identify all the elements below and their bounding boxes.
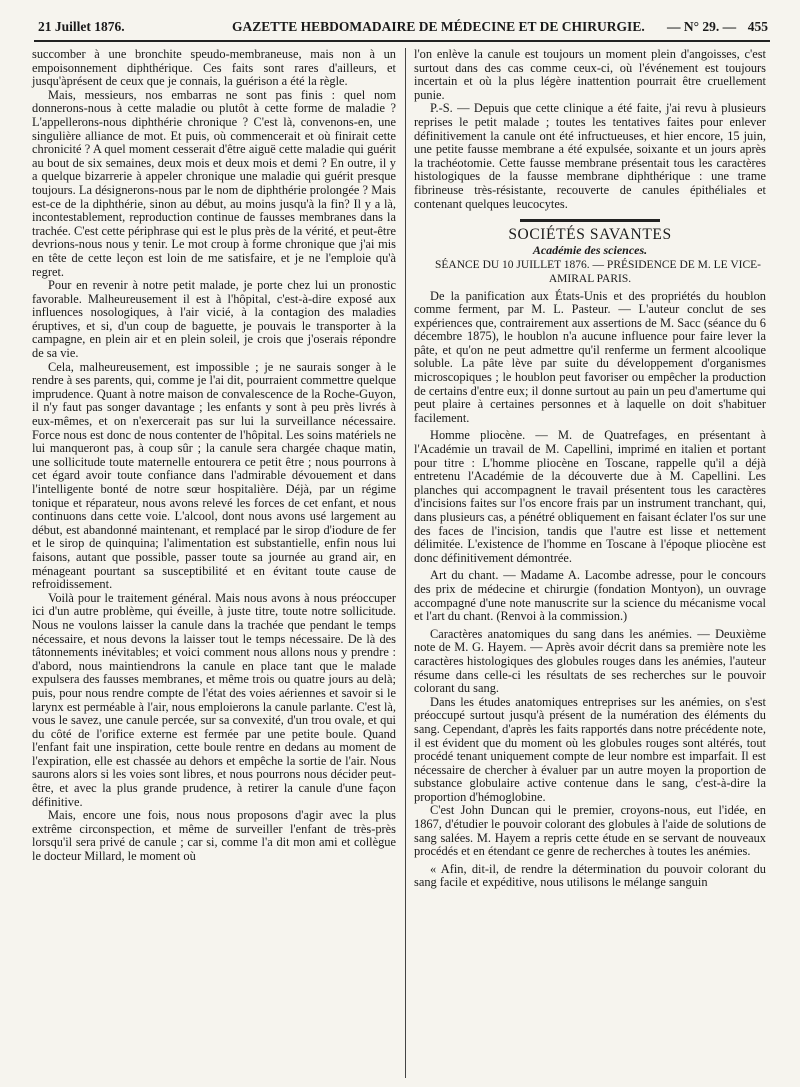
postscript-paragraph: P.-S. — Depuis que cette clinique a été faite, j'ai revu à plusieurs reprises le petit malade ; toutes les tentatives faites pour enlever définitivement la canule ont été infructueuses, et hier encore, 15 juin, une petite fausse membrane a été expulsée, soixante et un jours après la trachéotomie. Cette fausse membrane présentait tous les caractères histologiques de la fausse membrane diphthérique : une trame fibrineuse très-résistante, recouverte de canules épithéliales et contenant quelques leucocytes.	[414, 101, 766, 211]
paragraph: l'on enlève la canule est toujours un moment plein d'angoisses, c'est surtout dans des cas comme ceux-ci, où l'événement est toujours incertain et où la plus légère inattention pourrait être cruellement punie.	[414, 47, 766, 102]
header-page-number: 455	[747, 19, 768, 34]
paragraph: Dans les études anatomiques entreprises sur les anémies, on s'est préoccupé surtout jusqu'à présent de la numération des éléments du sang. Cependant, d'après les faits rapportés dans notre précédente note, il est évident que du moment où les globules rouges sont altérés, tout procédé tenant uniquement compte de leur nombre est imparfait. Il est nécessaire de chercher à évaluer par un autre moyen la proportion de substance globulaire active contenue dans le sang, c'est-à-dire la proportion d'hémoglobine.	[414, 694, 766, 804]
quotation-paragraph: « Afin, dit-il, de rendre la détermination du pouvoir colorant du sang facile et expéditive, nous utilisons le mélange sanguin	[414, 861, 766, 890]
paragraph: Mais, messieurs, nos embarras ne sont pas finis : quel nom donnerons-nous à cette maladie ou plutôt à cette forme de maladie ? L'appellerons-nous diphthérie chronique ? C'est là, convenons-en, une singulière alliance de mot. Et puis, où commencerait et où finirait cette chronicité ? A quel moment cesserait d'être aiguë cette maladie qui guérit au bout de six semaines, deux mois et deux mois et demi ? En outre, il y a quelque bizarrerie à appeler chronique une maladie qui guérit presque toujours. La désignerons-nous par le nom de diphthérie prolongée ? Mais est-ce de la diphthérie, sinon au début, au moins jusqu'à la fin? Il y a là, incontestablement, reproduction continue de fausses membranes dans la trachée. C'est cette périphrase qui est le plus près de la vérité, et peut-être devrions-nous nous y tenir. Le mot croup à forme chronique que j'ai mis en tête de cette leçon est loin de me satisfaire, et je ne l'emploie qu'à regret.	[32, 87, 396, 279]
session-line: SÉANCE DU 10 JUILLET 1876. — PRÉSIDENCE DE M. LE VICE-AMIRAL PARIS.	[434, 259, 762, 285]
paragraph: Cela, malheureusement, est impossible ; je ne saurais songer à le rendre à ses parents, qui, comme je l'ai dit, pourraient commettre quelque imprudence. Quant à notre maison de convalescence de la Roche-Guyon, il n'y faut pas songer davantage ; les enfants y sont à peu près livrés à eux-mêmes, et on n'exercerait pas sur lui la surveillance nécessaire. Force nous est donc de nous contenter de l'hôpital. Les soins matériels ne lui manqueront pas, à coup sûr ; la canule sera chargée chaque matin, une sollicitude toute maternelle entourera ce petit être ; nous pourrons à cet égard avoir toute confiance dans l'admirable dévouement et dans l'intelligente bonté de notre sœur hospitalière. Déjà, par un régime tonique et réparateur, nous avons relevé les forces de cet enfant, et nous continuons dans cette voie. L'alcool, dont nous avons usé largement au début, est abandonné maintenant, et remplacé par le sirop d'iodure de fer et le sirop de quinquina; l'alimentation est substantielle, enfin nous lui faisons, autant que possible, passer toute sa journée au grand air, en ménageant pourtant sa susceptibilité et en évitant toute cause de refroidissement.	[32, 359, 396, 592]
paragraph: Mais, encore une fois, nous nous proposons d'agir avec la plus extrême circonspection, et même de surveiller l'enfant de très-près lorsqu'il sera privé de canule ; car si, comme l'a dit mon ami et collègue le docteur Millard, le moment où	[32, 808, 396, 864]
paragraph: succomber à une bronchite speudo-membraneuse, mais non à un empoisonnement diphthérique. Ces faits sont rares d'ailleurs, et jusqu'àprésent de ceux que je connais, la guérison a été la règle.	[32, 47, 396, 89]
left-column	[32, 48, 396, 864]
header-issue-number: — N° 29. —	[667, 19, 737, 34]
paragraph: Pour en revenir à notre petit malade, je porte chez lui un pronostic favorable. Malheureusement il est à l'hôpital, c'est-à-dire exposé aux influences nosologiques, à l'air vicié, à la contagion des maladies éruptives, et si, d'un coup de baguette, je pouvais le transporter à la campagne, en plein air et en plein soleil, je crois que j'oserais répondre de sa vie.	[32, 278, 396, 361]
report-item: Art du chant. — Madame A. Lacombe adresse, pour le concours des prix de médecine et chirurgie (fondation Montyon), un ouvrage accompagné d'une note manuscrite sur la science du mécanisme vocal et l'art du chant. (Renvoi à la commission.)	[414, 568, 766, 624]
section-separator	[520, 219, 660, 222]
header-date: 21 Juillet 1876.	[38, 19, 125, 34]
report-item: Homme pliocène. — M. de Quatrefages, en présentant à l'Académie un travail de M. Capellini, imprimé en italien et portant pour titre : L'homme pliocène en Toscane, rappelle qu'il a déjà entretenu l'Académie de la découverte due à M. Capellini. Les planches qui accompagnent le travail présentent tous les caractères d'incisions faites sur l'os encore frais par un instrument tranchant, qui, dans plusieurs cas, a pénétré obliquement en faisant éclater l'os sur une des faces de l'incision, tandis que l'autre est lisse et nettement délimitée. L'existence de l'homme en Toscane à l'époque pliocène est donc définitivement démontrée.	[414, 428, 766, 565]
academy-subheading: Académie des sciences.	[532, 242, 648, 257]
column-divider	[405, 48, 406, 1078]
report-item: De la panification aux États-Unis et des propriétés du houblon comme ferment, par M. L. Pasteur. — L'auteur conclut de ses expériences que, contrairement aux assertions de M. Sacc (séance du 6 décembre 1875), le houblon n'a aucune influence pour faire lever la pâte, et qu'on ne peut admettre qu'il renferme un ferment alcoolique soluble. La pâte lève par suite du développement d'organismes microscopiques ; le houblon peut favoriser ou empêcher la production de certains d'entre eux; il donne surtout au pain un peu d'amertume qui peut plaire à certaines personnes et à laquelle on doit s'habituer facilement.	[414, 288, 766, 425]
running-header	[34, 14, 770, 42]
right-column	[414, 48, 766, 890]
section-heading: SOCIÉTÉS SAVANTES	[508, 226, 672, 244]
report-item: Caractères anatomiques du sang dans les anémies. — Deuxième note de M. G. Hayem. — Après avoir décrit dans sa première note les caractères histologiques des globules rouges dans les anémies, l'auteur résume dans celle-ci les résultats de ses recherches sur le pouvoir colorant du sang.	[414, 626, 766, 696]
header-journal-title: GAZETTE HEBDOMADAIRE DE MÉDECINE ET DE CHIRURGIE.	[232, 19, 645, 34]
paragraph: Voilà pour le traitement général. Mais nous avons à nous préoccuper ici d'un autre problème, qui éveille, à juste titre, toute notre sollicitude. Nous ne voulons laisser la canule dans la trachée que pendant le temps nécessaire, et nous devons la laisser tout le temps nécessaire. De là des tâtonnements inévitables; et voici comment nous allons nous y prendre : d'abord, nous maintiendrons la canule en place tant que le malade expulsera des fausses membranes, et même trois ou quatre jours au delà; puis, pour nous rendre compte de l'état des voies aériennes et savoir si le larynx est perméable à l'air, nous emploierons la canule parlante. C'est là, vous le savez, une canule percée, sur sa convexité, d'un trou ovale, et qui du côté de l'orifice externe est fermée par une petite boule. Quand l'enfant fait une inspiration, cette boule rentre en dedans au moment de l'expiration, elle est chassée au dehors et empêche la sortie de l'air. Nous saurons alors si les voies sont libres, et nous pourrons nous décider peut-être, et avec la plus grande prudence, à retirer la canule d'une façon définitive.	[32, 590, 396, 809]
paragraph: C'est John Duncan qui le premier, croyons-nous, eut l'idée, en 1867, d'étudier le pouvoir colorant des globules à l'aide de solutions de sang salées. M. Hayem a repris cette étude en se servant de nouveaux procédés et en étendant ce genre de recherches à toutes les anémies.	[414, 803, 766, 859]
